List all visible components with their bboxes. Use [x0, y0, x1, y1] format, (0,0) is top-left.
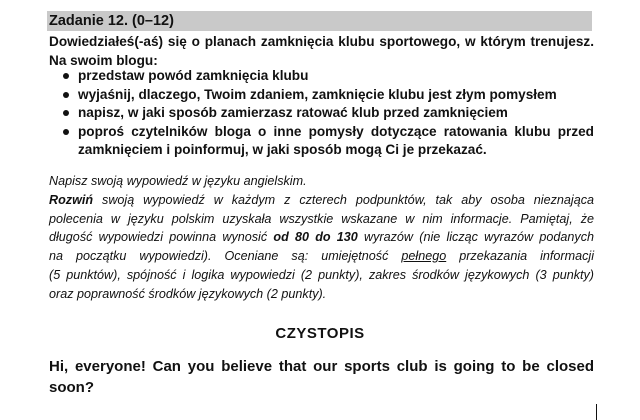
instructions-line — [49, 191, 594, 210]
instructions-line: polecenia w języku polskim uzyskała wszystkie wskazane w nim informacje. Pamiętaj, że — [49, 211, 594, 226]
bullet-item — [49, 123, 594, 160]
task-intro — [49, 33, 594, 70]
instructions-text: na początku wypowiedzi). Oceniane są: umiejętność — [49, 249, 402, 264]
intro-line: Na swoim blogu: — [49, 52, 158, 68]
page-edge-mark — [596, 404, 597, 420]
bullet-text: wyjaśnij, dlaczego, Twoim zdaniem, zamknięcie klubu jest złym pomysłem — [78, 86, 557, 102]
instructions-line — [49, 228, 594, 247]
answer-line: Hi, everyone! Can you believe that our sports club is going to be closed — [49, 358, 594, 375]
bullet-item — [49, 104, 594, 123]
bullet-dot-icon — [63, 92, 69, 98]
task-bullet-list — [49, 67, 594, 160]
instructions-line — [49, 247, 594, 266]
intro-line: Dowiedziałeś(-aś) się o planach zamknięcia klubu sportowego, w którym trenujesz. — [49, 34, 594, 49]
instructions-block — [49, 172, 594, 304]
bullet-dot-icon — [63, 73, 69, 79]
instructions-text: swoją wypowiedź w każdym z czterech podpunktów, tak aby osoba nieznająca — [93, 192, 594, 207]
bullet-item — [49, 86, 594, 105]
bullet-item — [49, 67, 594, 86]
instructions-text: wyrazów (nie licząc wyrazów podanych — [357, 230, 594, 245]
word-count-range: od 80 do 130 — [273, 230, 358, 245]
instructions-line: (5 punktów), spójność i logika wypowiedzi (2 punkty), zakres środków językowych (3 punkty) — [49, 267, 594, 282]
bullet-dot-icon — [63, 129, 69, 135]
instructions-bold: Rozwiń — [49, 192, 94, 207]
underlined-word: pełnego — [401, 249, 447, 264]
instructions-line: oraz poprawność środków językowych (2 punkty). — [49, 286, 327, 301]
answer-text — [49, 356, 594, 398]
instructions-line: Napisz swoją wypowiedź w języku angielskim. — [49, 174, 307, 188]
draft-title: CZYSTOPIS — [275, 325, 365, 342]
bullet-dot-icon — [63, 110, 69, 116]
answer-line: soon? — [49, 379, 94, 396]
bullet-text: napisz, w jaki sposób zamierzasz ratować klub przed zamknięciem — [78, 105, 508, 120]
instructions-text: długość wypowiedzi powinna wynosić — [49, 230, 274, 245]
bullet-text: poproś czytelników bloga o inne pomysły dotyczące ratowania klubu przed — [78, 123, 594, 139]
bullet-text: zamknięciem i poinformuj, w jaki sposób mogą Ci je przekazać. — [78, 142, 487, 157]
instructions-text: przekazania informacji — [446, 249, 595, 264]
bullet-text: przedstaw powód zamknięcia klubu — [78, 68, 309, 83]
task-header: Zadanie 12. (0–12) — [47, 11, 592, 31]
